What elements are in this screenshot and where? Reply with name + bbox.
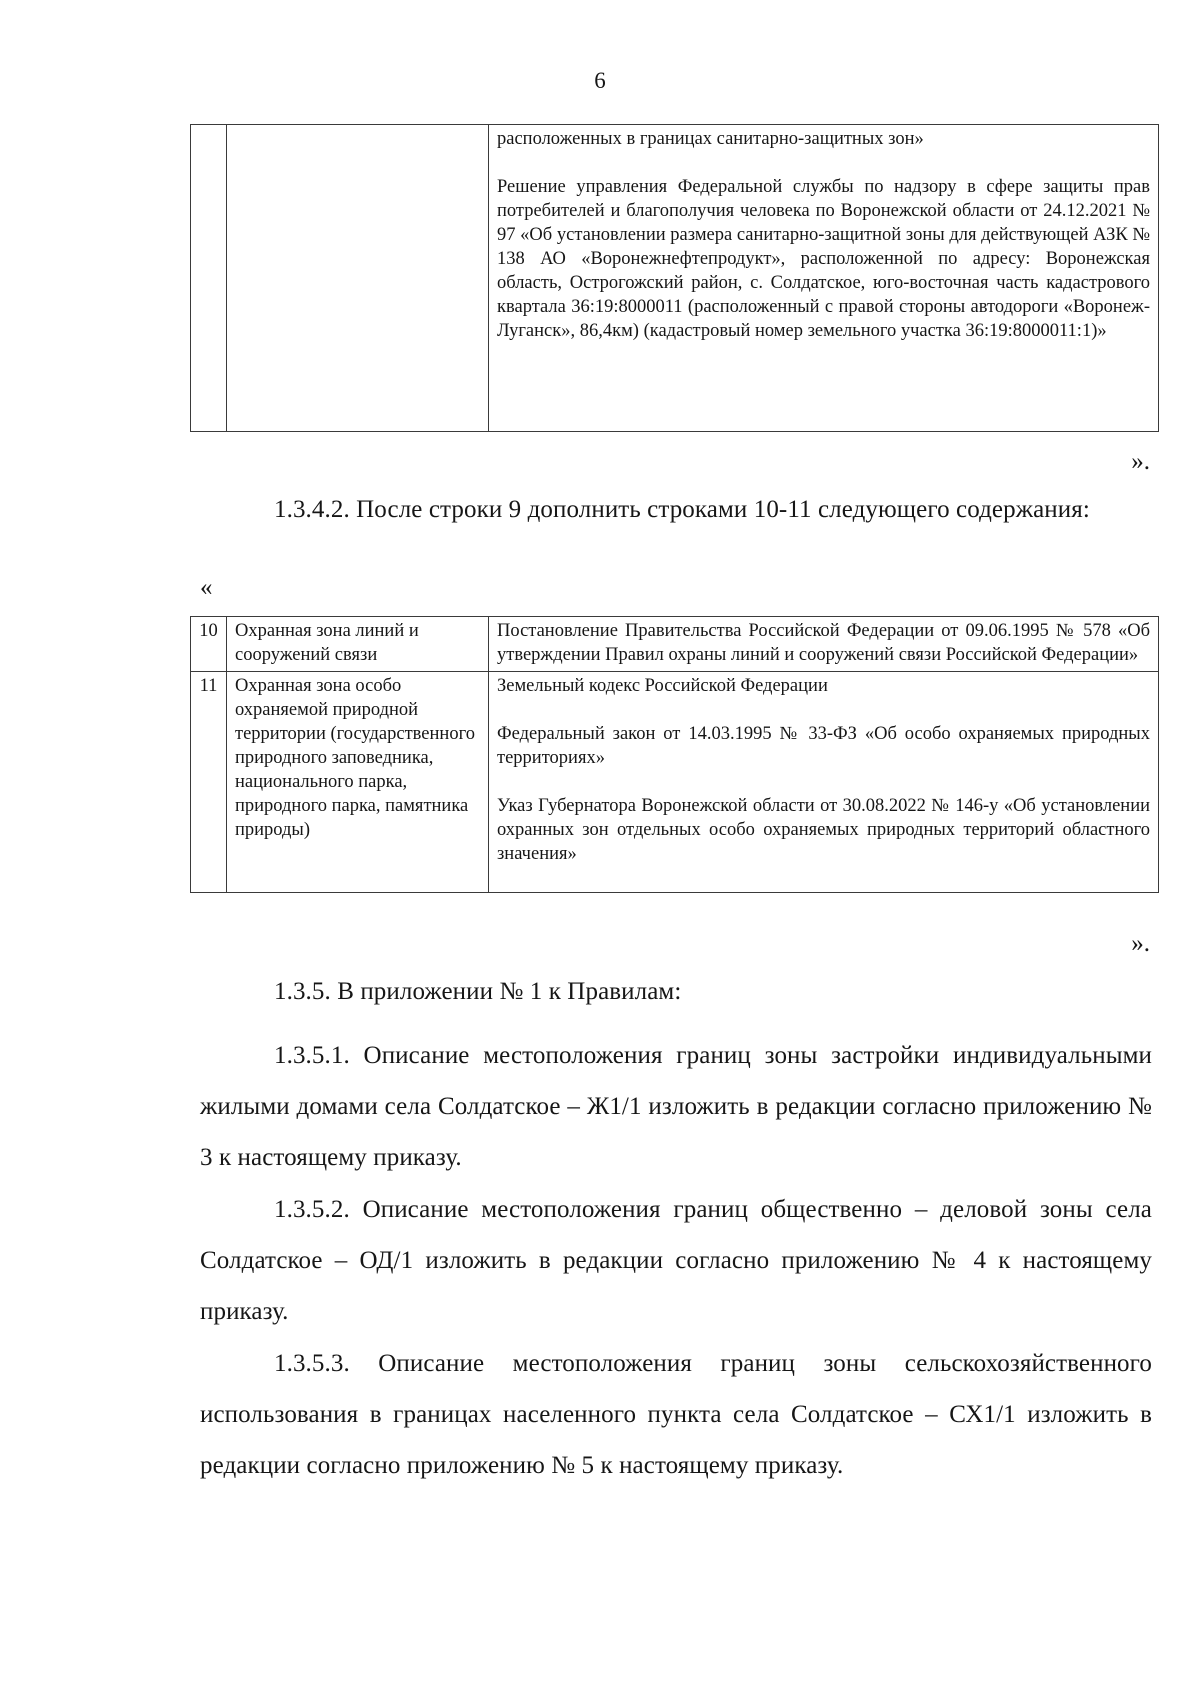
legal-basis-text: Указ Губернатора Воронежской области от 30.08.2022 № 146-у «Об установлении охранных зон отдельных особо охраняемых природных территорий областного значения» <box>497 796 1150 864</box>
legal-basis-text: расположенных в границах санитарно-защитных зон» <box>497 129 924 149</box>
zone-name-cell: Охранная зона особо охраняемой природной территории (государственного природного заповедника, национального парка, природного парка, памятника природы) <box>227 672 489 893</box>
legal-basis-cell <box>489 672 1159 893</box>
legal-basis-text: Решение управления Федеральной службы по надзору в сфере защиты прав потребителей и благополучия человека по Воронежской области от 24.12.2021 № 97 «Об установлении размера санитарно-защитной зоны для действующей АЗК № 138 АО «Воронежнефтепродукт», расположенной по адресу: Воронежская область, Острогожский район, с. Солдатское, юго-восточная часть кадастрового квартала 36:19:8000011 (расположенный с правой стороны автодороги «Воронеж-Луганск», 86,4км) (кадастровый номер земельного участка 36:19:8000011:1)» <box>497 177 1150 341</box>
row-number-cell <box>191 125 227 432</box>
paragraph-1-3-5: 1.3.5. В приложении № 1 к Правилам: <box>274 978 682 1005</box>
row-number-cell: 10 <box>191 617 227 672</box>
row-number-cell: 11 <box>191 672 227 893</box>
legal-basis-cell <box>489 617 1159 672</box>
table-row <box>191 617 1159 672</box>
new-rows-table <box>190 616 1159 893</box>
paragraph-1-3-5-3: 1.3.5.3. Описание местоположения границ зоны сельскохозяйственного использования в границах населенного пункта села Солдатское – СХ1/1 изложить в редакции согласно приложению № 5 к настоящему приказу. <box>200 1350 1152 1479</box>
zone-name-cell <box>227 125 489 432</box>
paragraph-1-3-5-1: 1.3.5.1. Описание местоположения границ зоны застройки индивидуальными жилыми домами села Солдатское – Ж1/1 изложить в редакции согласно приложению № 3 к настоящему приказу. <box>200 1042 1152 1171</box>
table-row <box>191 125 1159 432</box>
page-number: 6 <box>594 68 606 93</box>
opening-quote: « <box>200 574 213 601</box>
legal-basis-text: Федеральный закон от 14.03.1995 № 33-ФЗ «Об особо охраняемых природных территориях» <box>497 724 1150 768</box>
legal-basis-text: Земельный кодекс Российской Федерации <box>497 676 828 696</box>
continued-table <box>190 124 1159 432</box>
closing-quote: ». <box>1131 930 1150 957</box>
zone-name-cell: Охранная зона линий и сооружений связи <box>227 617 489 672</box>
paragraph-1-3-5-2: 1.3.5.2. Описание местоположения границ общественно – деловой зоны села Солдатское – ОД/1 изложить в редакции согласно приложению № 4 к настоящему приказу. <box>200 1196 1152 1325</box>
table-row <box>191 672 1159 893</box>
legal-basis-text: Постановление Правительства Российской Федерации от 09.06.1995 № 578 «Об утверждении Правил охраны линий и сооружений связи Российской Федерации» <box>497 621 1150 665</box>
paragraph-1-3-4-2: 1.3.4.2. После строки 9 дополнить строками 10-11 следующего содержания: <box>274 496 1090 523</box>
closing-quote: ». <box>1131 448 1150 475</box>
legal-basis-cell <box>489 125 1159 432</box>
